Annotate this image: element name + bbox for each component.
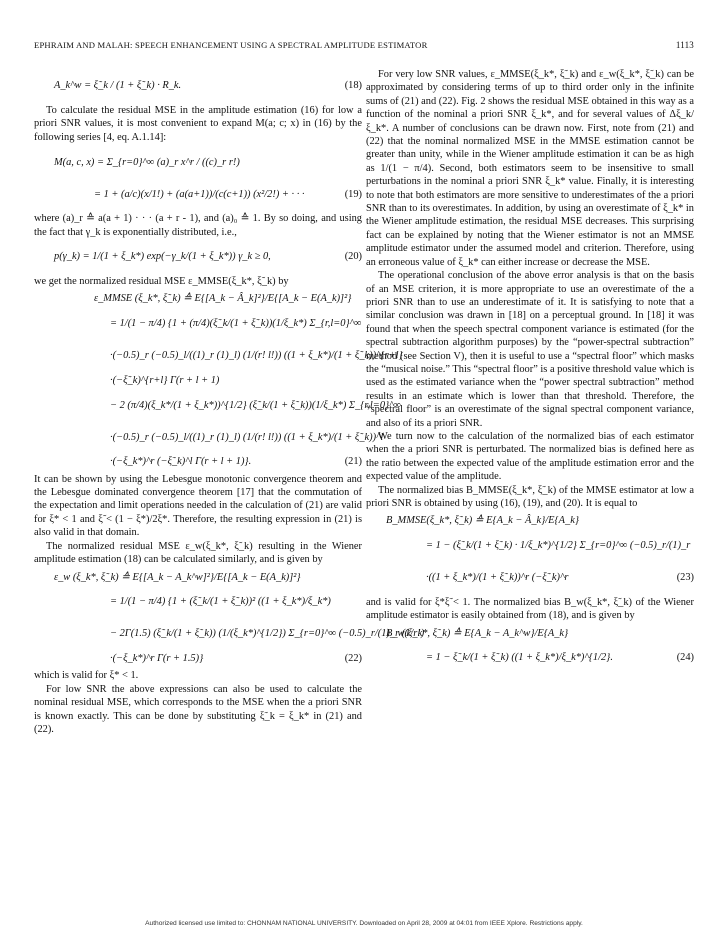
equation-24-line: B_w(ξ_k*, ξ̃_k) ≙ E{A_k − A_k^w}/E{A_k} [386,627,569,639]
paragraph-wiener-bias: and is valid for ξ*ξ̃ < 1. The normalized bias B_w(ξ_k*, ξ̃_k) of the Wiener amplitude estimator is easily obtained from (18), and is given by [366,596,694,622]
paragraph-series-intro: To calculate the residual MSE in the amplitude estimation (16) for low a priori SNR values, it is most convenient to expand M(a; c; x) in (16) by the following series [4, eq. A.1.14]: [34,105,362,143]
equation-22-line: ·(−ξ_k*)^r Γ(r + 1.5)} [110,652,204,664]
equation-24 [366,627,694,672]
equation-22-number: (22) [344,652,362,664]
equation-18-body: A_k^w = ξ̃_k / (1 + ξ̃_k) · R_k. [54,80,182,92]
equation-23-line: ·((1 + ξ_k*)/(1 + ξ̃_k))^r (−ξ̃_k)^r [426,572,569,584]
license-footer: Authorized licensed use limited to: CHONNAM NATIONAL UNIVERSITY. Downloaded on April 28, 2009 at 04:01 from IEEE Xplore. Restrictions apply. [145,920,583,927]
equation-20 [34,243,362,271]
page-number: 1113 [675,40,694,50]
equation-m-body: M(a, c, x) = Σ_{r=0}^∞ (a)_r x^r / ((c)_r r!) [54,156,240,168]
paragraph-validity: which is valid for ξ* < 1. [34,670,139,682]
equation-20-number: (20) [344,251,362,263]
running-title: EPHRAIM AND MALAH: SPEECH ENHANCEMENT USING A SPECTRAL AMPLITUDE ESTIMATOR [34,40,428,50]
equation-19-body: = 1 + (a/c)(x/1!) + (a(a+1))/(c(c+1)) (x²/2!) + · · · [94,188,305,200]
equation-21-line: ·(−0.5)_r (−0.5)_l/((1)_r (1)_l) (1/(r! l!)) ((1 + ξ_k*)/(1 + ξ̃_k))^{r+l} [110,350,403,362]
paragraph-mmse-bias: The normalized bias B_MMSE(ξ_k*, ξ̃_k) of the MMSE estimator at low a priori SNR is obtained by using (16), (19), and (20). It is equal to [366,484,694,509]
equation-21-line: ·(−ξ_k*)^r (−ξ̃_k)^l Γ(r + l + 1)}. [110,456,252,468]
left-column [34,68,425,736]
paragraph-normalized-bias: We turn now to the calculation of the normalized bias of each estimator when the a priori SNR is perturbated. The normalized bias is defined here as the ratio between the expected value of the amplitude estimation error and the expected value of the amplitude. [366,430,694,483]
equation-22-line: = 1/(1 − π/4) {1 + (ξ̃_k/(1 + ξ̃_k))² ((1 + ξ_k*)/ξ_k*) [110,596,331,608]
running-header [34,40,694,56]
equation-24-line: = 1 − ξ̃_k/(1 + ξ̃_k) ((1 + ξ_k*)/ξ_k*)^{1/2}. [426,652,613,664]
equation-m-series [34,148,362,176]
equation-18-number: (18) [344,80,362,92]
equation-20-body: p(γ_k) = 1/(1 + ξ_k*) exp(−γ_k/(1 + ξ_k*)) γ_k ≥ 0, [54,251,271,263]
equation-23-line: = 1 − (ξ̃_k/(1 + ξ̃_k) · 1/ξ_k*)^{1/2} Σ_{r=0}^∞ (−0.5)_r/(1)_r [426,540,691,552]
paragraph-residual-mse: we get the normalized residual MSE ε_MMSE(ξ_k*, ξ̃_k) by [34,276,289,288]
paragraph-low-snr: For low SNR the above expressions can also be used to calculate the nominal residual MSE, which corresponds to the MSE when the a priori SNR is known exactly. This can be done by substituting ξ̃_k = ξ_k* in (21) and (22). [34,683,362,735]
paragraph-pochhammer: where (a)_r ≙ a(a + 1) · · · (a + r - 1), and (a)₀ ≙ 1. By so doing, and using the fact that γ_k is exponentially distributed, i.e., [34,213,362,238]
equation-21-line: ε_MMSE (ξ_k*, ξ̃_k) ≙ E{[A_k − Â_k]²}/E{[A_k − E(A_k)]²} [94,293,352,305]
paragraph-lebesgue: It can be shown by using the Lebesgue monotonic convergence theorem and the Lebesgue dominated convergence theorem [17] that the commutation of the expectation and limit operations needed in the calculation of (21) are valid for ξ* < 1 and ξ̃ < (1 − ξ*)/2ξ*. Therefore, the resulting expression in (21) is also valid in that domain. [34,473,362,539]
equation-23-line: B_MMSE(ξ_k*, ξ̃_k) ≙ E{A_k − Â_k}/E{A_k} [386,515,579,527]
paragraph-operational-conclusion: The operational conclusion of the above error analysis is that on the basis of an MSE criterion, it is more appropriate to use an overestimate of the a priori SNR than to use an underestimate of it. It is satisfying to note that a similar conclusion was drawn in [18] on a perceptual ground. In [18] it was found that when the speech spectral component variance is estimated (for the spectral subtraction algorithm purposes) by the “power-spectral subtraction” method (see Section V), then it is useful to use a “spectral floor” which masks the “musical noise.” This “spectral floor” is a positive threshold value which is used as the estimated variance when the “power spectral subtraction” method results in an estimate which is lower than that threshold. Therefore, the “spectral floor” is an overestimate of the signal spectral component variance, and also of its a priori SNR. [366,270,694,429]
equation-22 [34,571,425,666]
equation-22-line: ε_w (ξ_k*, ξ̃_k) ≙ E{[A_k − A_k^w]²}/E{[A_k − E(A_k)]²} [54,571,301,583]
equation-19 [34,180,362,208]
equation-21 [34,292,403,468]
equation-23-number: (23) [676,572,694,584]
equation-22-line: − 2Γ(1.5) (ξ̃_k/(1 + ξ̃_k)) (1/(ξ_k*)^{1/2}) Σ_{r=0}^∞ (−0.5)_r/(1)_r (1/r!) [110,628,425,640]
right-column [366,68,694,676]
equation-21-line: ·(−ξ̃_k)^{r+l} Γ(r + l + 1) [110,374,220,386]
equation-21-line: ·(−0.5)_r (−0.5)_l/((1)_r (1)_l) (1/(r! l!)) ((1 + ξ_k*)/(1 + ξ̃_k))^l [110,431,384,443]
equation-23 [366,514,694,591]
equation-21-line: = 1/(1 − π/4) {1 + (π/4)(ξ̃_k/(1 + ξ̃_k))(1/ξ_k*) Σ_{r,l=0}^∞ [110,318,362,330]
equation-21-line: − 2 (π/4)(ξ_k*/(1 + ξ_k*))^{1/2} (ξ̃_k/(1 + ξ̃_k))(1/ξ_k*) Σ_{r,l=0}^∞ [110,399,401,411]
equation-19-number: (19) [344,188,362,200]
equation-21-number: (21) [344,456,362,468]
equation-24-number: (24) [676,652,694,664]
equation-18 [34,72,362,100]
paragraph-wiener-mse: The normalized residual MSE ε_w(ξ_k*, ξ̃_k) resulting in the Wiener amplitude estimation (18) can be calculated similarly, and is given by [34,540,362,566]
paragraph-very-low-snr: For very low SNR values, ε_MMSE(ξ_k*, ξ̃_k) and ε_w(ξ_k*, ξ̃_k) can be approximated by considering terms of up to third order only in the infinite sums of (21) and (22). Fig. 2 shows the residual MSE obtained in this way as a function of the nominal a priori SNR ξ_k*, and for several values of Δξ_k/ξ_k*. A number of conclusions can be drawn now. First, note from (21) and (22) that the nominal normalized MSE in the MMSE estimation cannot be greater than unity, while in the Wiener amplitude estimation it can be as high as 1/(1 − π/4). Second, both estimators seem to be insensitive to small perturbations in the nominal a priori SNR ξ_k* value. Finally, it is interesting to note that both estimators are more sensitive to underestimates of the a priori SNR than to its overestimates. In addition, by using an overestimate of ξ_k* in the Wiener amplitude estimation, the residual MSE decreases. This surprising fact can be explained by noting that the Wiener estimator is not an MMSE amplitude estimator under the assumed model and criterion. Therefore, using an erroneous value of ξ_k* can either increase or decrease the MSE. [366,69,694,268]
